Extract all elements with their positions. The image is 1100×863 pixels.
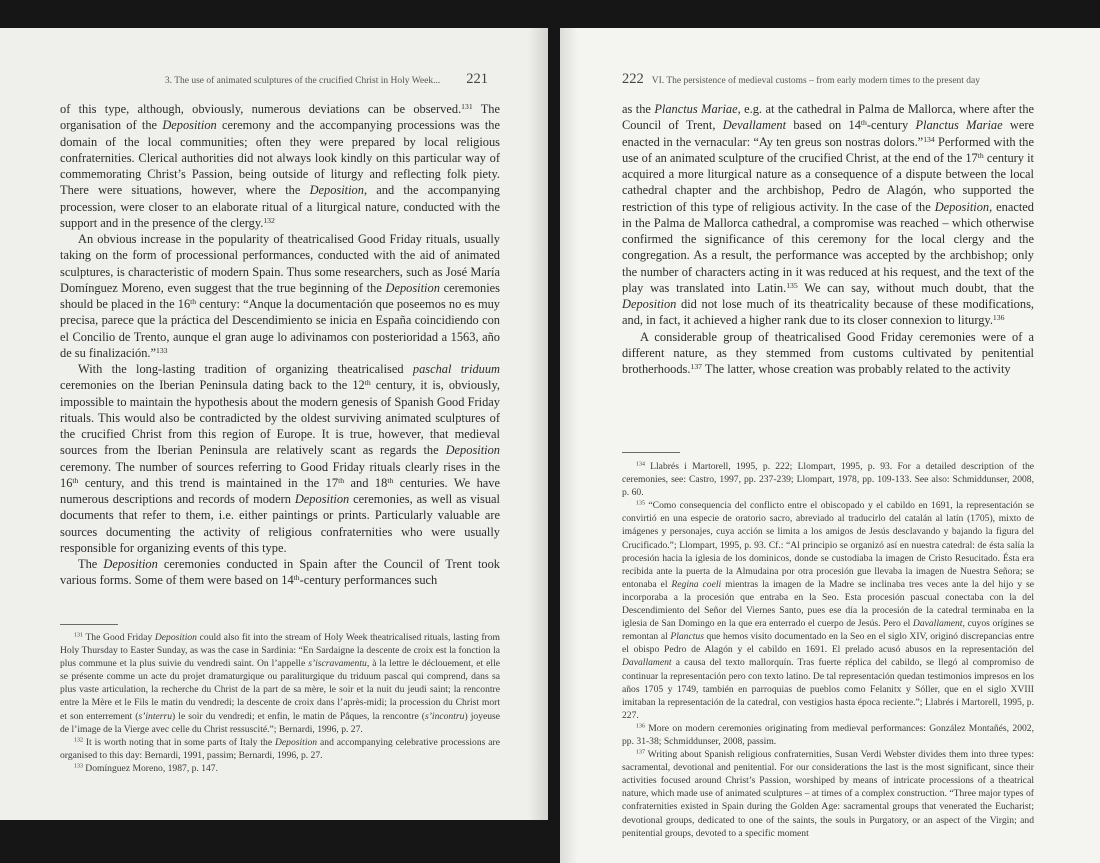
- superscript: 136: [992, 313, 1005, 323]
- left-page-number: 221: [466, 71, 488, 87]
- italic-run: Deposition: [294, 492, 350, 506]
- superscript: 135: [636, 501, 645, 508]
- paragraph: of this type, although, obviously, numerous deviations can be observed.$^{131}$ The organisation of the Deposition ceremony and the accompanying processions was the domain of the local communities; often they were prepared by local religious confraternities. Clerical authorities did not always look kindly on this particular way of commemorating Christ’s Passion, being outside of liturgy and reflecting folk piety. There were situations, however, where the Deposition, and the accompanying procession, were closer to an elaborate ritual of a liturgical nature, conducted with the support and in the presence of the clergy.$^{132}$: [60, 101, 500, 230]
- superscript: 132: [263, 215, 275, 225]
- italic-run: Deposition: [622, 297, 677, 311]
- superscript: th: [293, 573, 300, 583]
- footnote-rule: [622, 452, 680, 453]
- left-footnotes: [60, 631, 500, 775]
- superscript: 136: [636, 723, 645, 730]
- footnote: $^{133}$ Domínguez Moreno, 1987, p. 147.: [74, 762, 219, 774]
- left-body-text: [60, 101, 500, 589]
- italic-run: Deposition: [154, 632, 197, 643]
- italic-run: s’interru: [138, 710, 173, 722]
- superscript: th: [977, 150, 984, 160]
- superscript: 134: [923, 134, 935, 144]
- italic-run: Davallament: [622, 657, 672, 669]
- footnote: $^{132}$ It is worth noting that in some parts of Italy the Deposition and accompanying celebrative processions are organised to this day: Bernardi, 1991, passim; Bernardi, 1996, p. 27.: [60, 736, 500, 761]
- italic-run: Davallament: [912, 618, 963, 630]
- left-running-head: [165, 71, 488, 88]
- footnote: $^{134}$ Llabrés i Martorell, 1995, p. 222; Llompart, 1995, p. 93. For a detailed description of the ceremonies, see: Castro, 1997, pp. 237-239; Llompart, 1978, pp. 109-133. See also: Schmiddunser, 2008, p. 60.: [622, 461, 1034, 499]
- italic-run: Regina coeli: [671, 578, 722, 590]
- italic-run: Deposition: [445, 443, 500, 458]
- paragraph: as the Planctus Mariae, e.g. at the cathedral in Palma de Mallorca, where after the Council of Trent, Devallament based on 14th-century Planctus Mariae were enacted in the vernacular: “Ay ten greus son nostras dolors.”$^{134}$ Performed with the use of an animated sculpture of the crucified Christ, at the end of the 17th century it acquired a more liturgical nature as a consequence of a dispute between the local cathedral chapter and the archbishop, Pedro de Alagón, who supported the restriction of this type of religious activity. In the case of the Deposition, enacted in the Palma de Mallorca cathedral, a compromise was reached – which otherwise confirmed the significance of this ceremony for the local clergy and the congregation. As a result, the performance was accepted by the archbishop; only the number of characters acting in it was reduced at his request, and the text of the play was translated into Latin.$^{135}$ We can say, without much doubt, that the Deposition did not lose much of its theatricality because of these modifications, and, in fact, it achieved a higher rank due to its closer connexion to liturgy.$^{136}$: [622, 102, 1035, 328]
- italic-run: paschal triduum: [412, 362, 500, 376]
- italic-run: Deposition: [103, 557, 158, 571]
- italic-run: Planctus: [670, 631, 704, 643]
- superscript: 132: [74, 737, 83, 744]
- superscript: 137: [690, 361, 702, 371]
- superscript: th: [338, 475, 345, 485]
- paragraph: A considerable group of theatricalised Good Friday ceremonies were of a different nature, as they stemmed from customs cultivated by penitential brotherhoods.$^{137}$ The latter, whose creation was probably related to the activity: [622, 329, 1034, 376]
- footnote: $^{131}$ The Good Friday Deposition could also fit into the stream of Holy Week theatricalised rituals, lasting from Holy Thursday to Easter Sunday, as was the case in Sardinia: “En Sardaigne la descente de croix est la fonction la plus commune et la plus suivie du vendredi saint. On l’appelle s’iscravamentu, à la lettre le déclouement, et elle se présente comme un acte du projet dramaturgique ou paraliturgique du triduum pascal qui comprend, dans sa plus vaste articulation, la recherche du Christ de la part de sa mère, le soir et la nuit du jeudi saint; la rencontre entre la Mère et le Fils le matin du vendredi; la descente de croix dans l’après-midi; la procession du Christ mort et son enterrement (s’interru) le soir du vendredi; et enfin, le matin de Pâques, la rencontre (s’incontru) joyeuse de l’image de la Vierge avec celle du Christ ressuscité.”; Bernardi, 1996, p. 27.: [60, 632, 501, 735]
- paragraph: The Deposition ceremonies conducted in Spain after the Council of Trent took various forms. Some of them were based on 14th-century performances such: [60, 557, 500, 588]
- italic-run: Planctus Mariae: [654, 102, 738, 116]
- page-gutter-shadow: [560, 28, 578, 863]
- superscript: th: [190, 296, 197, 306]
- superscript: 137: [636, 749, 645, 756]
- left-page: [0, 28, 548, 820]
- footnote: $^{136}$ More on modern ceremonies originating from medieval performances: González Montañés, 2002, pp. 31-38; Schmiddunser, 2008, passim.: [622, 722, 1034, 747]
- italic-run: Planctus Mariae: [915, 118, 1003, 133]
- italic-run: Deposition: [275, 736, 318, 748]
- italic-run: Devallament: [722, 118, 787, 133]
- footnote-rule: [60, 624, 118, 625]
- right-running-head: [622, 71, 980, 88]
- right-running-head-text: VI. The persistence of medieval customs – from early modern times to the present day: [651, 76, 981, 86]
- superscript: 133: [156, 345, 168, 355]
- superscript: 135: [786, 280, 798, 290]
- italic-run: Deposition: [934, 199, 990, 214]
- italic-run: s’incontru: [424, 710, 465, 722]
- paragraph: An obvious increase in the popularity of theatricalised Good Friday rituals, usually taking on the form of processional performances, conducted with the aid of animated sculptures, is characteristic of modern Spain. Thus some researchers, such as José María Domínguez Moreno, even suggest that the true beginning of the Deposition ceremonies should be placed in the 16th century: “Anque la documentación que poseemos no es muy precisa, parece que la práctica del Descendimiento se inicia en España coincidiendo con el Concilio de Trento, aunque el gran auge lo adivinamos con posterioridad a 1563, año de su finalización.”$^{133}$: [60, 232, 501, 360]
- page-gutter-shadow: [528, 28, 548, 820]
- right-page: [560, 28, 1100, 863]
- superscript: 131: [461, 101, 473, 111]
- superscript: th: [860, 118, 867, 128]
- superscript: 133: [74, 763, 83, 770]
- right-page-number: 222: [622, 71, 644, 87]
- italic-run: Deposition: [309, 183, 364, 198]
- footnote: $^{135}$ “Como consequencia del conflicto entre el obiscopado y el cabildo en 1691, la representación se convirtió en una especie de oratorio sacro, abreviado al traducirlo del catalán al latín (1705), mixto de imágenes y personajes, cuya acción se limita a los amigos de Jesús desclavando y bajando la figura del Crucificado.”; Llompart, 1995, p. 93. Cf.: “Al principio se organizó así en nuestra catedral: de ésta salía la procesión hacia la iglesia de los dominicos, donde se custodiaba la imagen de Cristo Resucitado. Ésta era recibida ante la puerta de la Almudaina por otra procesión gue llevaba la imagen de Nuestra Señora; se entonaba el Regina coeli mientras la imagen de la Madre se inclinaba tres veces ante la del hijo y se incorporaba a la procesión que entraba en la Seo. Esta procesión pascual conectaba con la del Descendimiento del Señor del Viernes Santo, pues ese día la procesión de la catedral terminaba en la iglesia de San Domingo en la que era enterrado el cuerpo de Jesús. Pero el Davallament, cuyos orígines se remontan al Planctus que hemos visito documentado en la Seo en el siglo XIV, originó discrepancias entre el obispo Pedro de Alagón y el cabildo en 1691. El prelado acusó abusos en la representación del Davallament a causa del texto mallorquín. Tras fuerte réplica del cabildo, se llegó al compromiso de continuar la representación pero con texto latino. De tal representación quedan testimonios impresos en los años 1705 y 1749, también en parroquias de pueblos como Felanitx y Sóller, que en el siglo XVIII imitaban la representación de la catedral, con vestigios hasta época reciente.”; Llabrés i Martorell, 1995, p. 227.: [622, 500, 1035, 721]
- left-running-head-text: 3. The use of animated sculptures of the crucified Christ in Holy Week...: [164, 76, 441, 86]
- superscript: th: [387, 475, 394, 485]
- superscript: th: [72, 475, 79, 485]
- superscript: th: [364, 378, 371, 388]
- italic-run: Deposition: [385, 280, 440, 295]
- superscript: 134: [636, 461, 645, 468]
- right-footnotes: [622, 460, 1034, 840]
- superscript: 131: [74, 632, 83, 639]
- footnote: $^{137}$ Writing about Spanish religious confraternities, Susan Verdi Webster divides them into three types: sacramental, devotional and penitential. For our considerations the last is the most significant, since their activities focused around Christ’s Passion, worshiped by means of intricate processions of a theatrical nature, which made use of animated sculptures – at times of a complex construction. “Three major types of confraternities existed in Spain during the Golden Age: sacramental groups that venerated the Eucharist; devotional groups, dedicated to one of the saints, the souls in Purgatory, or an aspect of the Virgin; and penitential groups, devoted to a specific moment: [622, 749, 1034, 839]
- paragraph: With the long-lasting tradition of organizing theatricalised paschal triduum ceremonies on the Iberian Peninsula dating back to the 12th century, it is, obviously, impossible to maintain the hypothesis about the modern genesis of Spanish Good Friday rituals. This would also be contradicted by the oldest surviving animated sculptures of the crucified Christ from this region of Europe. It is true, however, that medieval sources from the Iberian Peninsula are relatively scant as regards the Deposition ceremony. The number of sources referring to Good Friday rituals clearly rises in the 16th century, and this trend is maintained in the 17th and 18th centuries. We have numerous descriptions and records of modern Deposition ceremonies, as well as visual documents that refer to them, i.e. either paintings or prints. Particularly valuable are sources documenting the activity of religious confraternities who were usually responsible for organizing events of this type.: [60, 362, 500, 555]
- italic-run: Deposition: [162, 118, 217, 133]
- right-body-text: [622, 101, 1034, 377]
- italic-run: s’iscravamentu: [308, 658, 367, 670]
